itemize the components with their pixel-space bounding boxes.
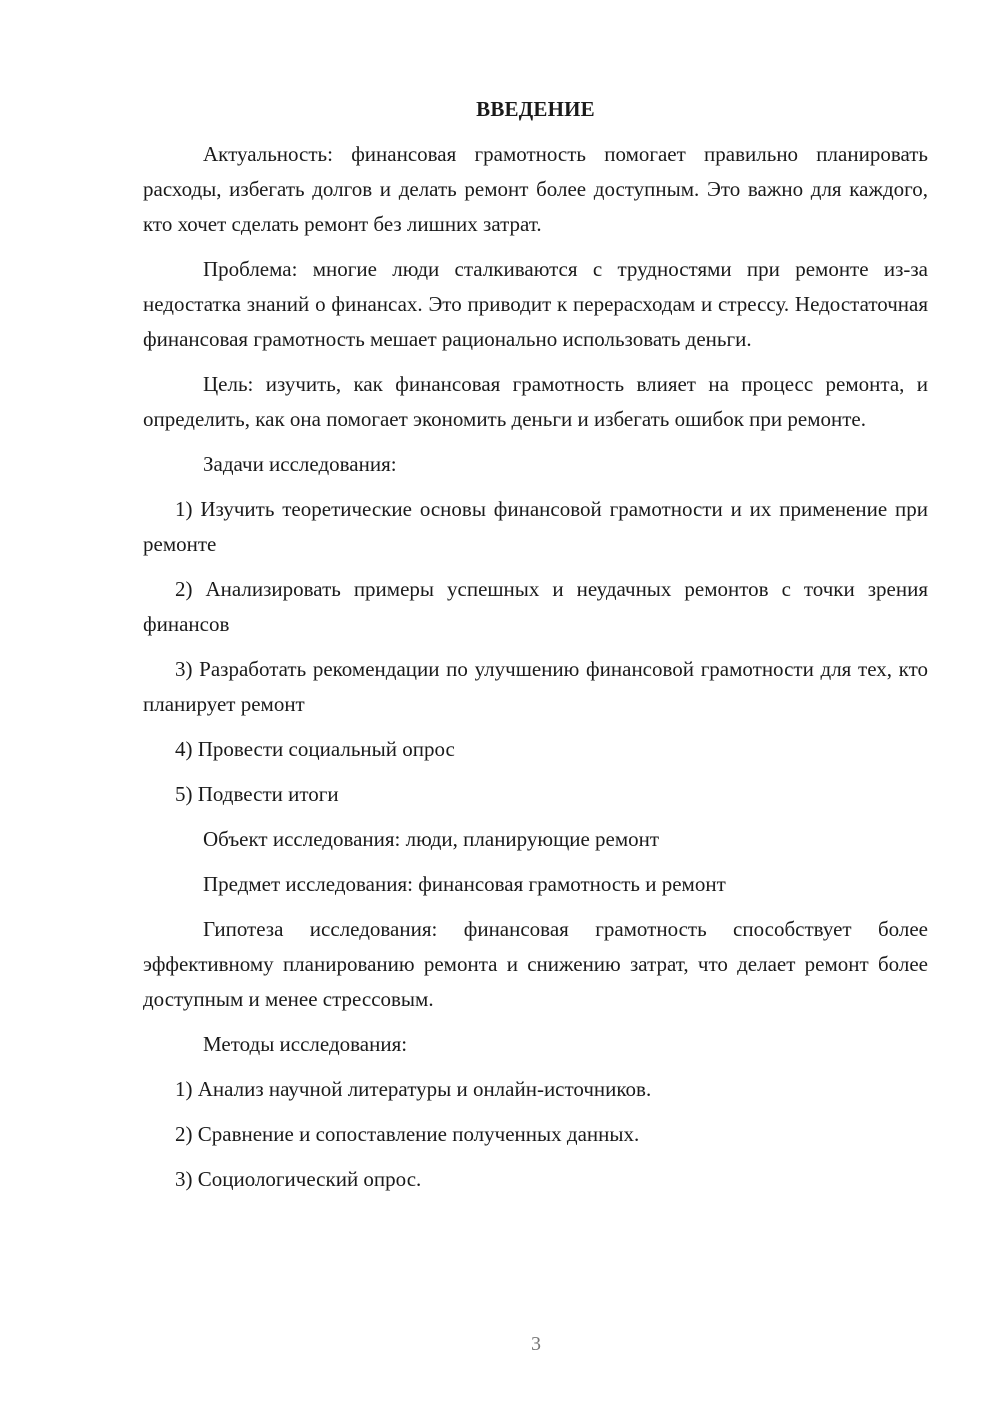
tasks-heading: Задачи исследования: <box>203 452 397 476</box>
task-item-3: 3) Разработать рекомендации по улучшению финансовой грамотности для тех, кто планирует ремонт <box>143 657 928 716</box>
methods-heading: Методы исследования: <box>203 1032 408 1056</box>
method-item-1: 1) Анализ научной литературы и онлайн-источников. <box>175 1077 652 1101</box>
page-number: 3 <box>531 1333 541 1355</box>
goal-paragraph: Цель: изучить, как финансовая грамотность влияет на процесс ремонта, и определить, как она помогает экономить деньги и избегать ошибок при ремонте. <box>143 372 928 431</box>
task-item-5: 5) Подвести итоги <box>175 782 339 806</box>
section-title: ВВЕДЕНИЕ <box>476 97 595 121</box>
task-item-4: 4) Провести социальный опрос <box>175 737 455 761</box>
hypothesis-paragraph: Гипотеза исследования: финансовая грамотность способствует более эффективному планированию ремонта и снижению затрат, что делает ремонт более доступным и менее стрессовым. <box>143 917 928 1011</box>
relevance-paragraph: Актуальность: финансовая грамотность помогает правильно планировать расходы, избегать долгов и делать ремонт более доступным. Это важно для каждого, кто хочет сделать ремонт без лишних затрат. <box>143 142 928 236</box>
research-subject: Предмет исследования: финансовая грамотность и ремонт <box>203 872 726 896</box>
method-item-2: 2) Сравнение и сопоставление полученных данных. <box>175 1122 640 1146</box>
problem-paragraph: Проблема: многие люди сталкиваются с трудностями при ремонте из-за недостатка знаний о финансах. Это приводит к перерасходам и стрессу. Недостаточная финансовая грамотность мешает рационально использовать деньги. <box>143 257 928 351</box>
task-item-2: 2) Анализировать примеры успешных и неудачных ремонтов с точки зрения финансов <box>143 577 928 636</box>
research-object: Объект исследования: люди, планирующие ремонт <box>203 827 660 851</box>
document-body <box>143 92 928 1207</box>
task-item-1: 1) Изучить теоретические основы финансовой грамотности и их применение при ремонте <box>143 497 928 556</box>
method-item-3: 3) Социологический опрос. <box>175 1167 422 1191</box>
